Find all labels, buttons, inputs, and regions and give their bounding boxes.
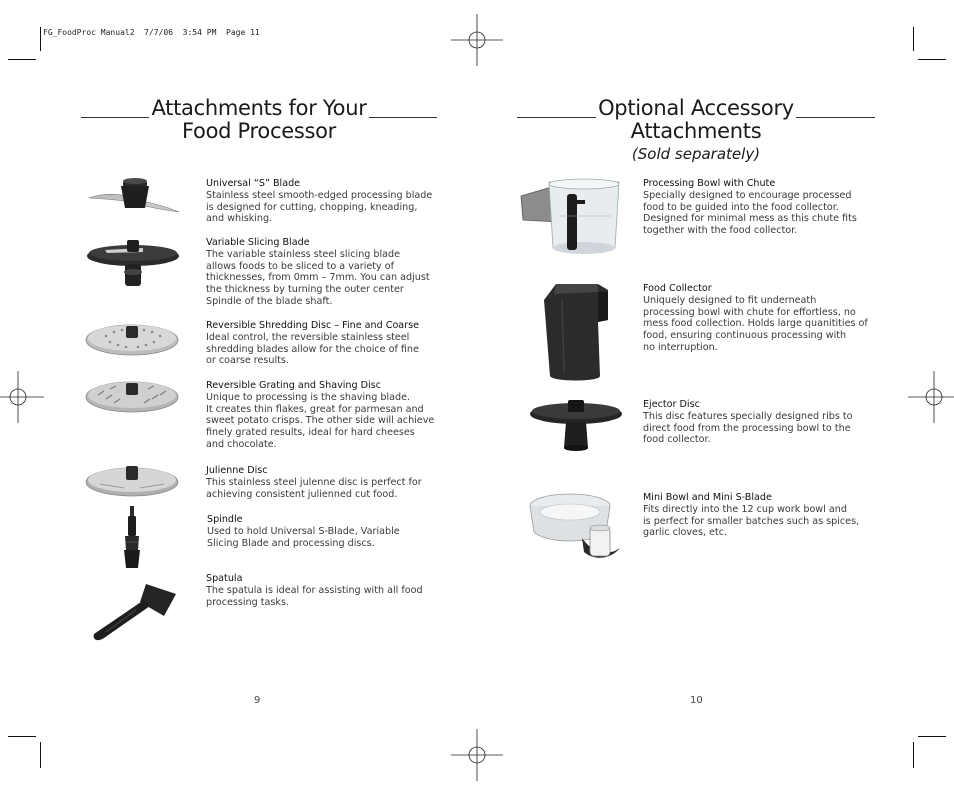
item-name: Processing Bowl with Chute <box>643 178 776 189</box>
item-description-line: together with the food collector. <box>643 225 798 237</box>
list-item <box>643 178 883 237</box>
item-description-line: Specially designed to encourage processed <box>643 189 852 201</box>
item-name: Reversible Shredding Disc – Fine and Coarse <box>206 320 420 331</box>
title-line: Optional Accessory <box>598 96 794 120</box>
page-number: 9 <box>254 695 261 706</box>
processing-bowl-icon <box>519 176 623 258</box>
item-description-line: Unique to processing is the shaving blade. <box>206 391 411 403</box>
item-description-line: direct food from the processing bowl to the <box>643 422 851 434</box>
item-description-line: or coarse results. <box>206 355 289 367</box>
left-page-title <box>81 97 437 143</box>
item-description-line: processing tasks. <box>206 596 289 608</box>
item-description-line: Designed for minimal mess as this chute fits <box>643 213 857 225</box>
print-slug: FG_FoodProc Manual2 7/7/06 3:54 PM Page 11 <box>43 28 260 37</box>
item-description-line: allows foods to be sliced to a variety of <box>206 260 395 272</box>
item-description-line: achieving consistent julienned cut food. <box>206 488 398 500</box>
crop-mark <box>918 736 946 737</box>
crop-mark <box>40 742 41 768</box>
item-description-line: This stainless steel julenne disc is perfect for <box>206 476 422 488</box>
item-description-line: and whisking. <box>206 213 273 225</box>
title-line: Attachments <box>630 119 762 143</box>
right-page-title <box>517 97 875 143</box>
spatula-icon <box>92 580 178 646</box>
ejector-disc-icon <box>528 396 624 452</box>
item-name: Julienne Disc <box>206 465 268 476</box>
item-description-line: Ideal control, the reversible stainless steel <box>206 331 410 343</box>
item-description-line: This disc features specially designed ribs to <box>643 410 853 422</box>
item-description-line: no interruption. <box>643 341 718 353</box>
s-blade-icon <box>85 174 181 216</box>
title-line: Attachments for Your <box>151 96 367 120</box>
list-item <box>643 399 883 446</box>
item-description-line: food to be guided into the food collector. <box>643 201 839 213</box>
item-name: Variable Slicing Blade <box>206 237 310 248</box>
list-item <box>207 514 447 549</box>
item-name: Spindle <box>207 514 243 525</box>
item-description-line: processing bowl with chute for effortless, no <box>643 306 856 318</box>
item-name: Mini Bowl and Mini S-Blade <box>643 492 772 503</box>
crop-mark <box>918 59 946 60</box>
crop-mark <box>8 59 36 60</box>
item-name: Spatula <box>206 573 243 584</box>
crop-mark <box>913 27 914 51</box>
item-name: Ejector Disc <box>643 399 700 410</box>
registration-mark-icon <box>451 14 503 66</box>
crop-mark <box>40 27 41 51</box>
item-description-line: food collector. <box>643 434 711 446</box>
mini-bowl-icon <box>526 488 626 566</box>
list-item <box>206 320 446 367</box>
item-description-line: mess food collection. Holds large quanitities of <box>643 318 868 330</box>
item-description-line: food, ensuring continuous processing with <box>643 330 847 342</box>
julienne-disc-icon <box>84 460 180 498</box>
item-description-line: and chocolate. <box>206 438 277 450</box>
item-description-line: It creates thin flakes, great for parmesan and <box>206 403 424 415</box>
item-description-line: Stainless steel smooth-edged processing blade <box>206 189 433 201</box>
page-subtitle: (Sold separately) <box>631 145 761 163</box>
registration-mark-icon <box>908 371 954 423</box>
item-description-line: garlic cloves, etc. <box>643 527 728 539</box>
crop-mark <box>913 742 914 768</box>
item-description-line: The spatula is ideal for assisting with all food <box>206 584 423 596</box>
item-description-line: Used to hold Universal S-Blade, Variable <box>207 525 400 537</box>
item-description-line: The variable stainless steel slicing blade <box>206 248 401 260</box>
list-item <box>206 178 446 225</box>
slicing-blade-icon <box>85 236 181 290</box>
item-description-line: Slicing Blade and processing discs. <box>207 537 375 549</box>
crop-mark <box>8 736 36 737</box>
list-item <box>206 465 446 500</box>
item-name: Reversible Grating and Shaving Disc <box>206 380 381 391</box>
item-description-line: thicknesses, from 0mm – 7mm. You can adjust <box>206 272 430 284</box>
item-name: Food Collector <box>643 283 712 294</box>
registration-mark-icon <box>0 371 44 423</box>
item-description-line: sweet potato crisps. The other side will achieve <box>206 415 435 427</box>
list-item <box>643 283 883 354</box>
spindle-icon <box>120 506 144 570</box>
item-description-line: shredding blades allow for the choice of fine <box>206 343 419 355</box>
item-description-line: finely grated results, ideal for hard cheeses <box>206 427 415 439</box>
shredding-disc-icon <box>84 318 180 358</box>
registration-mark-icon <box>451 729 503 781</box>
item-description-line: is perfect for smaller batches such as spices, <box>643 515 860 527</box>
item-description-line: Fits directly into the 12 cup work bowl and <box>643 503 847 515</box>
title-line: Food Processor <box>182 119 336 143</box>
item-description-line: is designed for cutting, chopping, kneading, <box>206 201 418 213</box>
item-description-line: the thickness by turning the outer center <box>206 284 404 296</box>
list-item <box>643 492 883 539</box>
item-name: Universal “S” Blade <box>206 178 301 189</box>
list-item <box>206 237 446 308</box>
food-collector-icon <box>542 280 612 384</box>
item-description-line: Spindle of the blade shaft. <box>206 295 333 307</box>
item-description-line: Uniquely designed to fit underneath <box>643 294 817 306</box>
list-item <box>206 380 446 451</box>
grating-disc-icon <box>84 377 180 415</box>
page-number: 10 <box>690 695 703 706</box>
list-item <box>206 573 446 608</box>
